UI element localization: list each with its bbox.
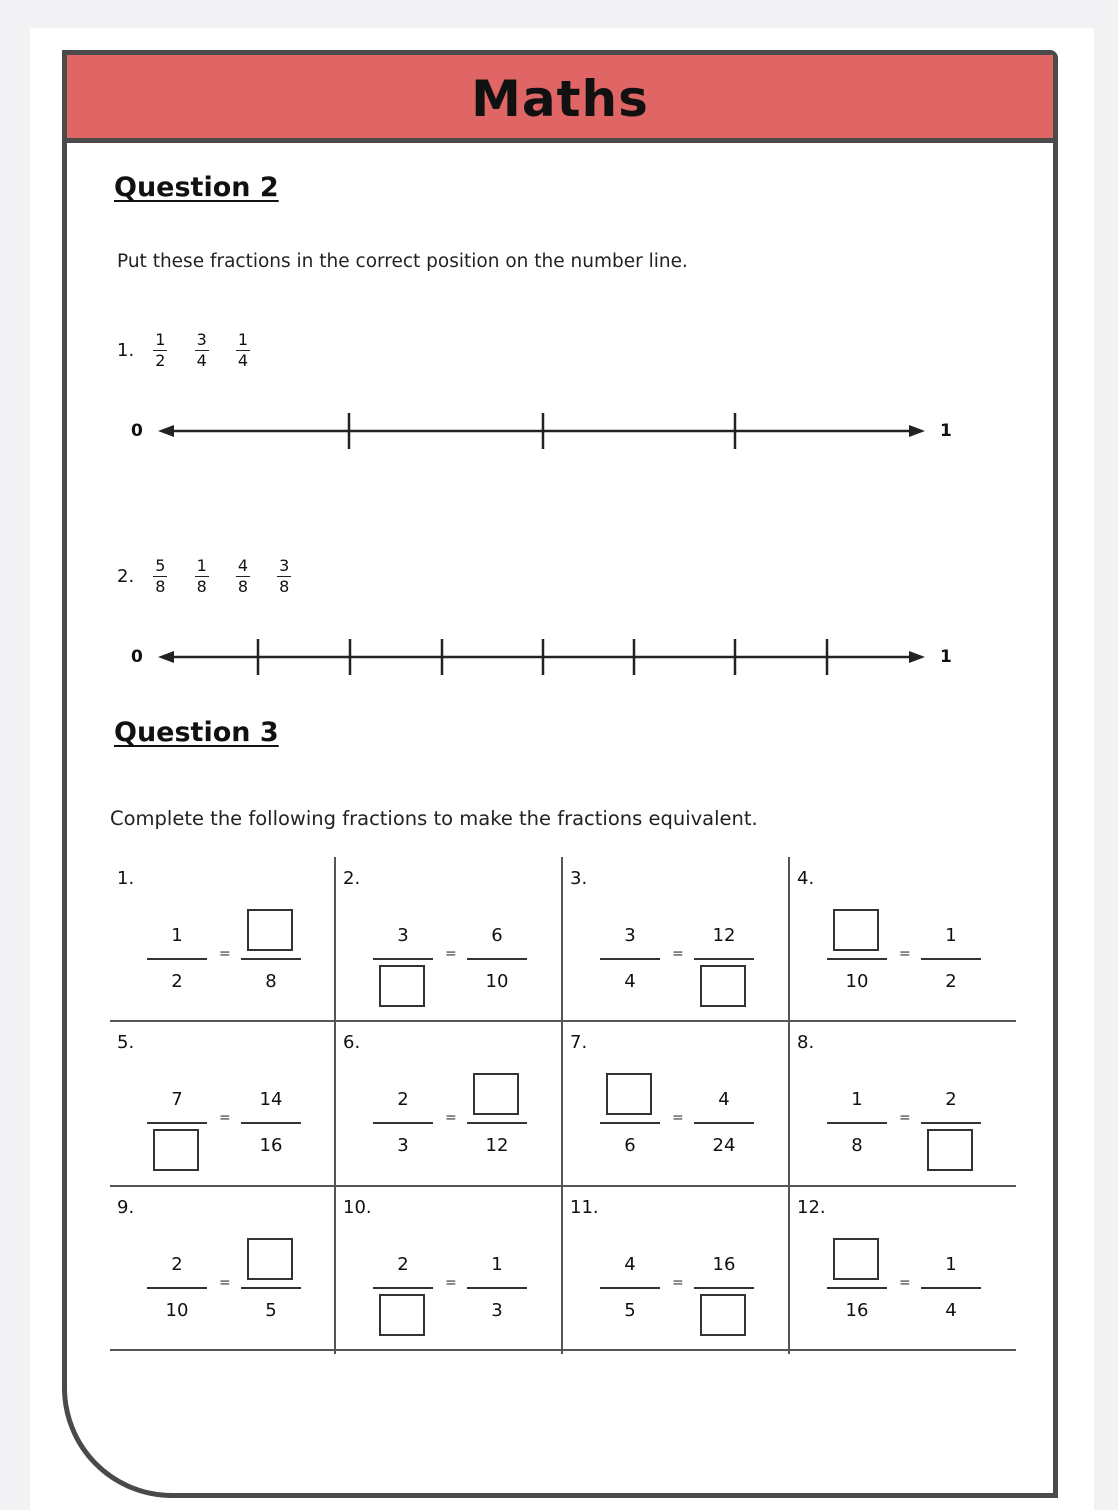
fraction-bar [827, 1287, 887, 1289]
numerator: 2 [171, 1254, 183, 1275]
answer-box[interactable] [833, 1238, 879, 1280]
cell-number: 1. [117, 868, 135, 889]
question-3-instruction: Complete the following fractions to make the fractions equivalent. [110, 807, 758, 830]
denominator: 3 [491, 1300, 503, 1321]
grid-divider [110, 1020, 1016, 1022]
answer-box[interactable] [700, 965, 746, 1007]
numerator: 2 [945, 1089, 957, 1110]
grid-divider [334, 857, 336, 1354]
cell-number: 3. [570, 868, 588, 889]
answer-box[interactable] [247, 909, 293, 951]
denominator: 16 [259, 1135, 283, 1156]
fraction-bar [467, 1287, 527, 1289]
equals-sign: = [219, 946, 231, 962]
page-title: Maths [471, 70, 649, 128]
numerator: 1 [851, 1089, 863, 1110]
denominator: 16 [845, 1300, 869, 1321]
fraction-bar [467, 958, 527, 960]
fraction-bar [147, 958, 207, 960]
fraction: $\frac{4}{8}$ [237, 556, 249, 596]
numerator: 4 [718, 1089, 730, 1110]
denominator: 3 [397, 1135, 409, 1156]
number-line-1[interactable] [150, 410, 930, 452]
number-line-2-end: 1 [940, 647, 952, 667]
numerator: 1 [491, 1254, 503, 1275]
numerator: 4 [624, 1254, 636, 1275]
number-line-2[interactable] [150, 636, 930, 678]
denominator: 5 [624, 1300, 636, 1321]
cell-number: 7. [570, 1032, 588, 1053]
numerator: 1 [945, 1254, 957, 1275]
equals-sign: = [219, 1110, 231, 1126]
answer-box[interactable] [379, 965, 425, 1007]
numerator: 7 [171, 1089, 183, 1110]
denominator: 8 [851, 1135, 863, 1156]
answer-box[interactable] [606, 1073, 652, 1115]
number-line-2-fractions [117, 557, 313, 596]
denominator: 12 [485, 1135, 509, 1156]
numerator: 6 [491, 925, 503, 946]
numerator: 16 [712, 1254, 736, 1275]
equals-sign: = [445, 946, 457, 962]
item-label: 1. [117, 340, 135, 361]
numerator: 1 [945, 925, 957, 946]
number-line-1-fractions [117, 331, 272, 370]
grid-divider [561, 857, 563, 1354]
denominator: 2 [945, 971, 957, 992]
answer-box[interactable] [153, 1129, 199, 1171]
fraction: $\frac{1}{2}$ [155, 330, 166, 370]
cell-number: 10. [343, 1197, 372, 1218]
equals-sign: = [672, 946, 684, 962]
fraction-bar [827, 958, 887, 960]
fraction-bar [241, 958, 301, 960]
fraction: $\frac{3}{4}$ [196, 330, 207, 370]
answer-box[interactable] [700, 1294, 746, 1336]
fraction-bar [600, 1122, 660, 1124]
equals-sign: = [672, 1110, 684, 1126]
answer-box[interactable] [927, 1129, 973, 1171]
fraction-bar [827, 1122, 887, 1124]
numerator: 3 [397, 925, 409, 946]
cell-number: 6. [343, 1032, 361, 1053]
grid-divider [788, 857, 790, 1354]
denominator: 24 [712, 1135, 736, 1156]
cell-number: 12. [797, 1197, 826, 1218]
fraction-bar [600, 1287, 660, 1289]
denominator: 10 [845, 971, 869, 992]
fraction-bar [694, 1287, 754, 1289]
fraction-bar [373, 1122, 433, 1124]
question-2-instruction: Put these fractions in the correct position on the number line. [117, 251, 688, 272]
number-line-2-start: 0 [131, 647, 143, 667]
question-3-heading: Question 3 [114, 717, 279, 748]
fraction-bar [373, 958, 433, 960]
equals-sign: = [672, 1275, 684, 1291]
numerator: 14 [259, 1089, 283, 1110]
answer-box[interactable] [379, 1294, 425, 1336]
equals-sign: = [899, 1110, 911, 1126]
fraction-bar [373, 1287, 433, 1289]
numerator: 2 [397, 1254, 409, 1275]
equals-sign: = [899, 1275, 911, 1291]
denominator: 4 [945, 1300, 957, 1321]
cell-number: 4. [797, 868, 815, 889]
fraction-bar [467, 1122, 527, 1124]
header-banner [67, 55, 1053, 143]
fraction-bar [694, 958, 754, 960]
fraction-bar [921, 958, 981, 960]
cell-number: 2. [343, 868, 361, 889]
grid-divider [110, 1185, 1016, 1187]
answer-box[interactable] [833, 909, 879, 951]
denominator: 5 [265, 1300, 277, 1321]
fraction-bar [241, 1122, 301, 1124]
denominator: 4 [624, 971, 636, 992]
fraction-bar [921, 1122, 981, 1124]
denominator: 6 [624, 1135, 636, 1156]
cell-number: 11. [570, 1197, 599, 1218]
fraction-bar [147, 1122, 207, 1124]
fraction-bar [147, 1287, 207, 1289]
fraction-bar [694, 1122, 754, 1124]
cell-number: 9. [117, 1197, 135, 1218]
equals-sign: = [899, 946, 911, 962]
cell-number: 8. [797, 1032, 815, 1053]
number-line-1-end: 1 [940, 421, 952, 441]
fraction: $\frac{5}{8}$ [155, 556, 166, 596]
item-label: 2. [117, 566, 135, 587]
denominator: 8 [265, 971, 277, 992]
fraction-bar [241, 1287, 301, 1289]
fraction-bar [600, 958, 660, 960]
fraction-bar [921, 1287, 981, 1289]
fraction: $\frac{3}{8}$ [279, 556, 290, 596]
numerator: 3 [624, 925, 636, 946]
denominator: 10 [165, 1300, 189, 1321]
answer-box[interactable] [473, 1073, 519, 1115]
fraction: $\frac{1}{8}$ [196, 556, 207, 596]
denominator: 2 [171, 971, 183, 992]
numerator: 12 [712, 925, 736, 946]
number-line-1-start: 0 [131, 421, 143, 441]
equals-sign: = [445, 1275, 457, 1291]
equals-sign: = [445, 1110, 457, 1126]
numerator: 1 [171, 925, 183, 946]
denominator: 10 [485, 971, 509, 992]
cell-number: 5. [117, 1032, 135, 1053]
numerator: 2 [397, 1089, 409, 1110]
question-2-heading: Question 2 [114, 172, 279, 203]
answer-box[interactable] [247, 1238, 293, 1280]
grid-divider [110, 1349, 1016, 1351]
fraction: $\frac{1}{4}$ [237, 330, 249, 370]
equals-sign: = [219, 1275, 231, 1291]
